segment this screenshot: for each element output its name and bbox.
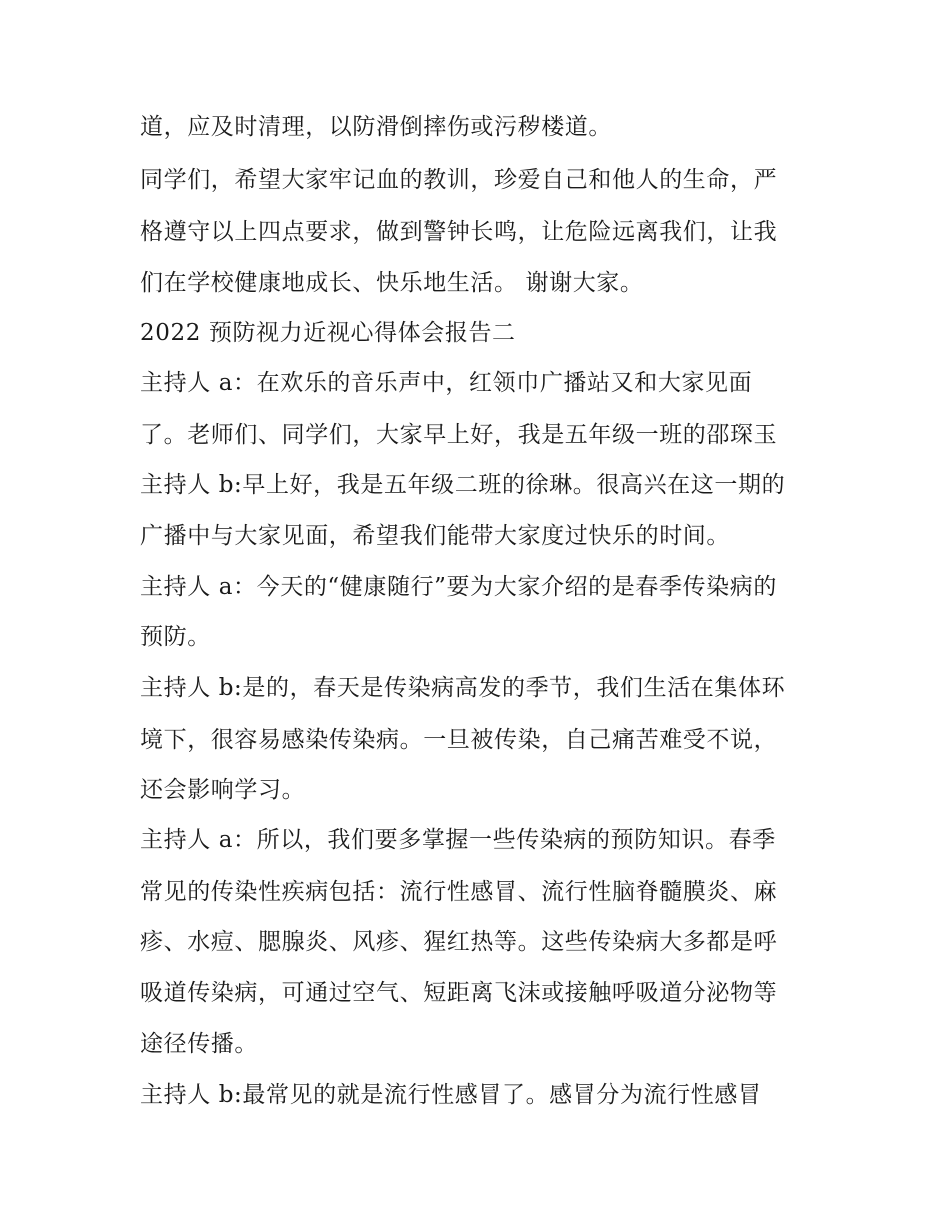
text-line: 主持人 b:最常见的就是流行性感冒了。感冒分为流行性感冒 bbox=[140, 1082, 762, 1108]
text-line: 境下，很容易感染传染病。一旦被传染，自己痛苦难受不说， bbox=[140, 727, 778, 753]
text-line: 疹、水痘、腮腺炎、风疹、猩红热等。这些传染病大多都是呼 bbox=[140, 929, 778, 955]
text-line: 预防。 bbox=[140, 624, 211, 650]
text-line: 主持人 b:早上好，我是五年级二班的徐琳。很高兴在这一期的 bbox=[140, 472, 786, 498]
text-line: 格遵守以上四点要求，做到警钟长鸣，让危险远离我们，让我 bbox=[140, 219, 778, 245]
text-line: 途径传播。 bbox=[140, 1031, 258, 1057]
text-line: 了。老师们、同学们，大家早上好，我是五年级一班的邵琛玉 bbox=[140, 422, 778, 448]
text-line: 主持人 a：在欢乐的音乐声中，红领巾广播站又和大家见面 bbox=[140, 370, 753, 396]
text-line: 还会影响学习。 bbox=[140, 777, 306, 803]
text-line: 主持人 a：今天的“健康随行”要为大家介绍的是春季传染病的 bbox=[140, 574, 777, 600]
text-line: 道，应及时清理，以防滑倒摔伤或污秽楼道。 bbox=[140, 114, 612, 140]
text-line: 主持人 a：所以，我们要多掌握一些传染病的预防知识。春季 bbox=[140, 827, 776, 853]
text-line: 同学们，希望大家牢记血的教训，珍爱自己和他人的生命，严 bbox=[140, 167, 778, 193]
text-line: 们在学校健康地成长、快乐地生活。 谢谢大家。 bbox=[140, 270, 644, 296]
text-line: 广播中与大家见面，希望我们能带大家度过快乐的时间。 bbox=[140, 523, 730, 549]
text-line: 主持人 b:是的，春天是传染病高发的季节，我们生活在集体环 bbox=[140, 675, 786, 701]
text-line: 常见的传染性疾病包括：流行性感冒、流行性脑脊髓膜炎、麻 bbox=[140, 879, 778, 905]
section-heading: 2022 预防视力近视心得体会报告二 bbox=[140, 320, 516, 346]
text-line: 吸道传染病，可通过空气、短距离飞沫或接触呼吸道分泌物等 bbox=[140, 980, 778, 1006]
